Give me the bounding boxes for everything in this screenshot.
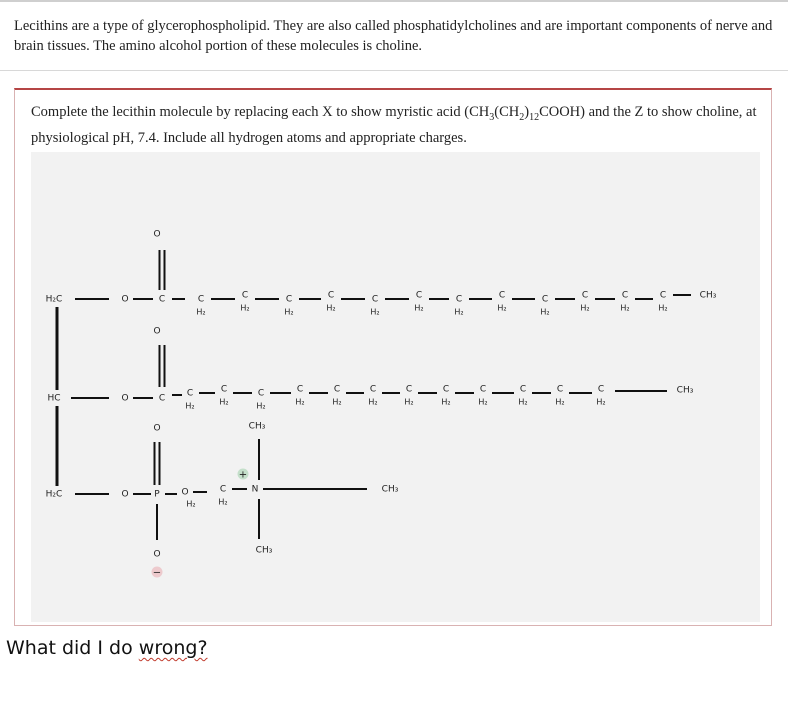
chain2-carbon-6: C <box>369 384 377 395</box>
section-divider <box>0 70 788 71</box>
glycerol-c3-label: H₂C <box>45 489 63 500</box>
chain1-h2-3: H₂ <box>284 307 294 317</box>
phosphate-double-oxygen: O <box>153 423 161 434</box>
chain1-h2-4: H₂ <box>326 303 336 313</box>
misspelled-word: wrong? <box>138 637 208 659</box>
chain2-h2-9: H₂ <box>478 397 488 407</box>
nitrogen-upper-methyl: CH₃ <box>248 421 266 432</box>
chain2-carbon-12: C <box>597 384 605 395</box>
chain2-h2-1: H₂ <box>185 401 195 411</box>
nitrogen-right-methyl: CH₃ <box>381 484 399 495</box>
chain1-h2-9: H₂ <box>540 307 550 317</box>
chain2-carbonyl-carbon: C <box>158 393 166 404</box>
chain2-carbon-9: C <box>479 384 487 395</box>
molecule-drawing-canvas[interactable] <box>31 152 760 622</box>
chain1-h2-7: H₂ <box>454 307 464 317</box>
chain2-h2-3: H₂ <box>256 401 266 411</box>
chain1-carbon-5: C <box>371 294 379 305</box>
chain1-carbon-3: C <box>285 294 293 305</box>
glycerol-c2-label: HC <box>47 393 61 404</box>
chain1-h2-6: H₂ <box>414 303 424 313</box>
chain1-h2-8: H₂ <box>497 303 507 313</box>
chain1-carbon-6: C <box>415 290 423 301</box>
chain1-carbon-1: C <box>197 294 205 305</box>
top-rule <box>0 0 788 2</box>
chain2-carbon-8: C <box>442 384 450 395</box>
glycerol-c1-label: H₂C <box>45 294 63 305</box>
chain1-carbonyl-carbon: C <box>158 294 166 305</box>
intro-paragraph: Lecithins are a type of glycerophospholipid. They are also called phosphatidylcholines and are important components of nerve and brain tissues. The amino alcohol portion of these molecules is choline. <box>14 18 773 54</box>
choline-ch2-carbon: C <box>219 484 227 495</box>
chain2-carbon-10: C <box>519 384 527 395</box>
chain2-h2-4: H₂ <box>295 397 305 407</box>
positive-charge-sign: + <box>238 469 248 481</box>
chain1-h2-2: H₂ <box>240 303 250 313</box>
choline-oxygen: O <box>181 487 189 498</box>
choline-nitrogen: N <box>251 484 259 495</box>
chain1-carbon-12: C <box>659 290 667 301</box>
chain2-h2-8: H₂ <box>441 397 451 407</box>
chain1-h2-1: H₂ <box>196 307 206 317</box>
question-prompt: Complete the lecithin molecule by replacing each X to show myristic acid $(CH_3(CH_2)_{12}COOH)$ and the Z to show choline, at physiological pH, 7.4. Include all hydrogen atoms and appropriate charges. <box>31 104 757 146</box>
chain1-carbon-10: C <box>581 290 589 301</box>
chain2-carbon-3: C <box>257 388 265 399</box>
chain1-ester-oxygen: O <box>121 294 129 305</box>
chain2-carbonyl-oxygen: O <box>153 326 161 337</box>
chain1-carbon-2: C <box>241 290 249 301</box>
chain2-carbon-4: C <box>296 384 304 395</box>
phosphorus: P <box>154 489 160 500</box>
negative-charge-sign: − <box>152 567 162 579</box>
chain2-carbon-7: C <box>405 384 413 395</box>
chain1-h2-10: H₂ <box>580 303 590 313</box>
chain2-h2-12: H₂ <box>596 397 606 407</box>
question-box <box>14 88 772 626</box>
chain2-h2-6: H₂ <box>368 397 378 407</box>
chain2-carbon-2: C <box>220 384 228 395</box>
choline-ch2-h2: H₂ <box>218 497 228 507</box>
chain2-carbon-5: C <box>333 384 341 395</box>
chain2-h2-7: H₂ <box>404 397 414 407</box>
phosphate-anionic-oxygen: O <box>153 549 161 560</box>
chain1-carbon-7: C <box>455 294 463 305</box>
chain2-h2-2: H₂ <box>219 397 229 407</box>
chain1-carbon-9: C <box>541 294 549 305</box>
chain1-carbonyl-oxygen: O <box>153 229 161 240</box>
chain2-h2-5: H₂ <box>332 397 342 407</box>
lecithin-structure <box>31 152 760 622</box>
phosphate-ester-oxygen: O <box>121 489 129 500</box>
footer-question: What did I do wrong? <box>6 637 208 659</box>
chain1-h2-12: H₂ <box>658 303 668 313</box>
choline-o-h2: H₂ <box>186 499 196 509</box>
chain1-h2-5: H₂ <box>370 307 380 317</box>
chain2-carbon-11: C <box>556 384 564 395</box>
chain2-terminal-methyl: CH₃ <box>676 385 694 396</box>
nitrogen-lower-methyl: CH₃ <box>255 545 273 556</box>
chain2-carbon-1: C <box>186 388 194 399</box>
chain1-h2-11: H₂ <box>620 303 630 313</box>
chain1-terminal-methyl: CH₃ <box>699 290 717 301</box>
chain2-ester-oxygen: O <box>121 393 129 404</box>
chain2-h2-11: H₂ <box>555 397 565 407</box>
chain1-carbon-11: C <box>621 290 629 301</box>
chain1-carbon-8: C <box>498 290 506 301</box>
chain2-h2-10: H₂ <box>518 397 528 407</box>
chain1-carbon-4: C <box>327 290 335 301</box>
